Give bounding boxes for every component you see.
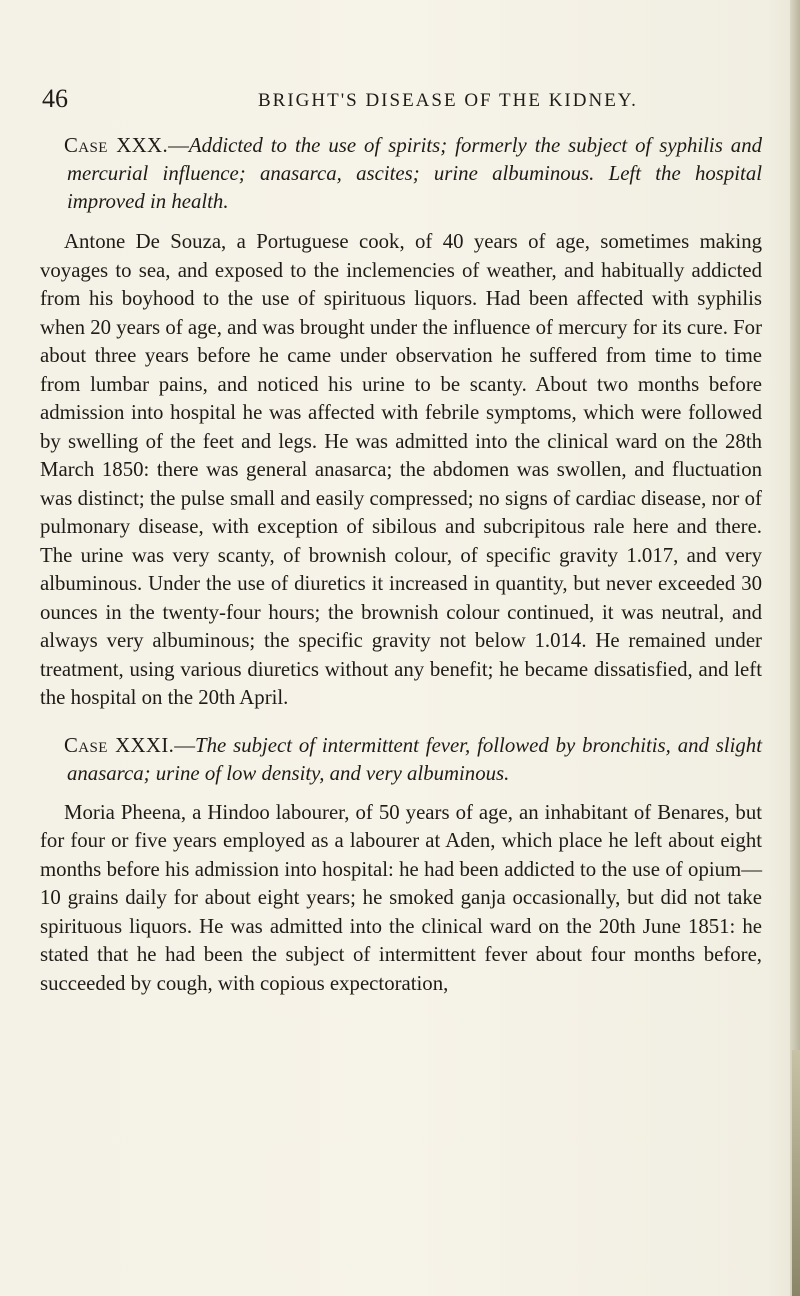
page-number: 46 — [42, 84, 68, 113]
page-edge-stain — [792, 1050, 800, 1296]
case-description: Addicted to the use of spirits; formerly the subject of syphilis and mercurial influence; anasarca, ascites; urine albuminous. Left the hospital improved in health. — [67, 134, 762, 213]
case-label: Case XXXI. — [64, 733, 175, 757]
case-heading — [40, 132, 762, 216]
case-body: Moria Pheena, a Hindoo labourer, of 50 years of age, an inhabitant of Benares, but for four or five years employed as a labourer at Aden, which place he left about eight months before his admission into hospital: he had been addicted to the use of opium—10 grains daily for about eight years; he smoked ganja occasionally, but did not take spirituous liquors. He was admitted into the clinical ward on the 20th June 1851: he stated that he had been the subject of intermittent fever about four months before, succeeded by cough, with copious expectoration, — [40, 800, 762, 995]
page-content — [40, 132, 762, 998]
case-label: Case XXX. — [64, 134, 169, 157]
em-dash: — — [174, 733, 196, 757]
case-heading — [40, 732, 762, 788]
running-head: BRIGHT'S DISEASE OF THE KIDNEY. — [258, 90, 638, 111]
page-header — [40, 84, 760, 118]
case-description: The subject of intermittent fever, followed by bronchitis, and slight anasarca; urine of low density, and very albuminous. — [67, 733, 762, 785]
case-body: Antone De Souza, a Portuguese cook, of 40 years of age, sometimes making voyages to sea, and exposed to the inclemencies of weather, and habitually addicted from his boyhood to the use of spirituous liquors. Had been affected with syphilis when 20 years of age, and was brought under the influence of mercury for its cure. For about three years before he came under observation he suffered from time to time from lumbar pains, and noticed his urine to be scanty. About two months before admission into hospital he was affected with febrile symptoms, which were followed by swelling of the feet and legs. He was admitted into the clinical ward on the 28th March 1850: there was general anasarca; the abdomen was swollen, and fluctuation was distinct; the pulse small and easily compressed; no signs of cardiac disease, nor of pulmonary disease, with exception of sibilous and subcripitous rale here and there. The urine was very scanty, of brownish colour, of specific gravity 1.017, and very albuminous. Under the use of diuretics it increased in quantity, but never exceeded 30 ounces in the twenty-four hours; the brownish colour continued, it was neutral, and always very albuminous; the specific gravity not below 1.014. He remained under treatment, using various diuretics without any benefit; he became dissatisfied, and left the hospital on the 20th April. — [40, 230, 762, 709]
em-dash: — — [168, 134, 189, 157]
